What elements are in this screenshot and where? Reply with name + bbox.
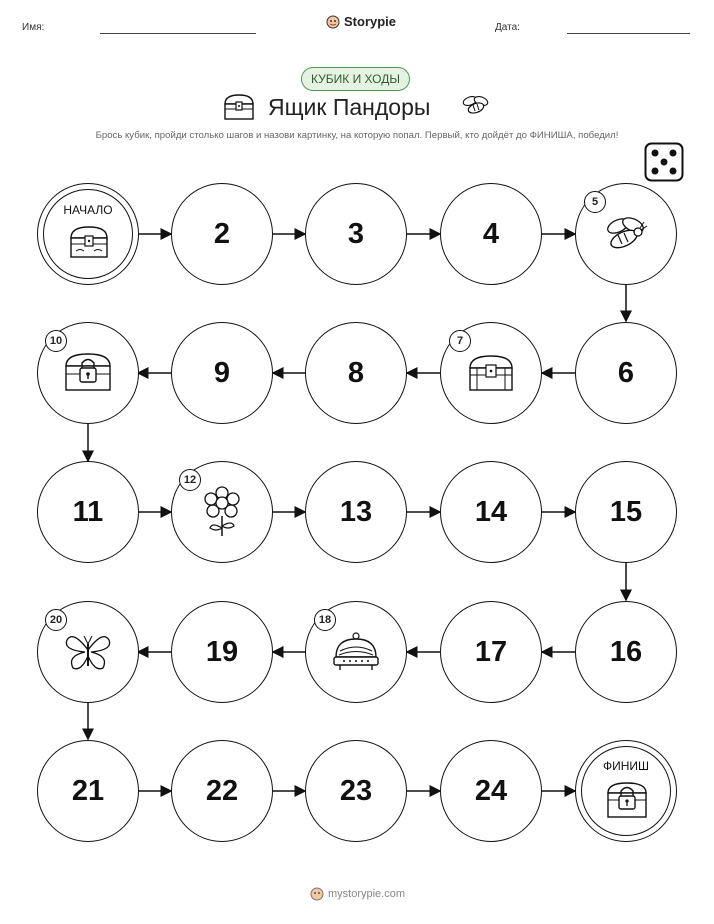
board-cell — [305, 322, 407, 424]
cell-number: 21 — [71, 774, 105, 807]
board-cell — [305, 740, 407, 842]
picture-badge: 12 — [179, 469, 201, 491]
cell-number: 3 — [347, 217, 365, 250]
cell-number: 6 — [617, 356, 635, 389]
board-cell — [171, 322, 273, 424]
start-chest-icon — [68, 224, 110, 260]
board-cell — [37, 461, 139, 563]
finish-label: ФИНИШ — [602, 759, 650, 773]
board-cell — [440, 601, 542, 703]
picture-badge: 20 — [45, 609, 67, 631]
board-cell — [171, 183, 273, 285]
cell-number: 14 — [474, 495, 508, 528]
jeweled-box-icon — [330, 631, 382, 673]
finish-locked-chest-icon — [604, 779, 650, 821]
instructions-text: Брось кубик, пройди столько шагов и назови картинку, на которую попал. Первый, кто дойдёт до ФИНИША, победил! — [95, 130, 619, 141]
picture-badge: 5 — [584, 191, 606, 213]
cell-number: 24 — [474, 774, 508, 807]
category-badge: КУБИК И ХОДЫ — [301, 67, 410, 91]
cell-number: 13 — [339, 495, 373, 528]
finish-cell — [575, 740, 677, 842]
brand-name: Storypie — [344, 14, 397, 29]
board-cell — [575, 322, 677, 424]
board-cell — [305, 183, 407, 285]
butterfly-icon — [63, 630, 113, 674]
board-cell — [440, 461, 542, 563]
picture-badge: 7 — [449, 330, 471, 352]
flower-icon — [202, 486, 242, 538]
board-cell — [37, 740, 139, 842]
cell-number: 23 — [339, 774, 373, 807]
picture-badge: 10 — [45, 330, 67, 352]
footer-site[interactable]: mystorypie.com — [328, 888, 406, 900]
cell-number: 2 — [213, 217, 231, 250]
cell-number: 19 — [205, 635, 239, 668]
treasure-chest-icon — [466, 352, 516, 394]
board-cell — [171, 740, 273, 842]
cell-number: 8 — [347, 356, 365, 389]
start-cell — [37, 183, 139, 285]
cell-number: 15 — [609, 495, 643, 528]
date-label: Дата: — [495, 22, 520, 33]
bee-icon — [600, 214, 652, 254]
board-cell — [575, 601, 677, 703]
board-cell — [575, 461, 677, 563]
page-title: Ящик Пандоры — [268, 94, 431, 120]
board-cell — [171, 601, 273, 703]
cell-number: 17 — [474, 635, 508, 668]
board-cell — [440, 740, 542, 842]
cell-number: 11 — [72, 495, 104, 528]
locked-chest-icon — [62, 350, 114, 396]
cell-number: 22 — [205, 774, 239, 807]
cell-number: 9 — [213, 356, 231, 389]
cell-number: 16 — [609, 635, 643, 668]
cell-number: 4 — [482, 217, 500, 250]
picture-badge: 18 — [314, 609, 336, 631]
name-label: Имя: — [22, 22, 45, 33]
storypie-mascot-icon — [310, 887, 324, 901]
board-cell — [440, 183, 542, 285]
board-cell — [305, 461, 407, 563]
start-label: НАЧАЛО — [63, 203, 113, 217]
footer — [310, 887, 405, 901]
